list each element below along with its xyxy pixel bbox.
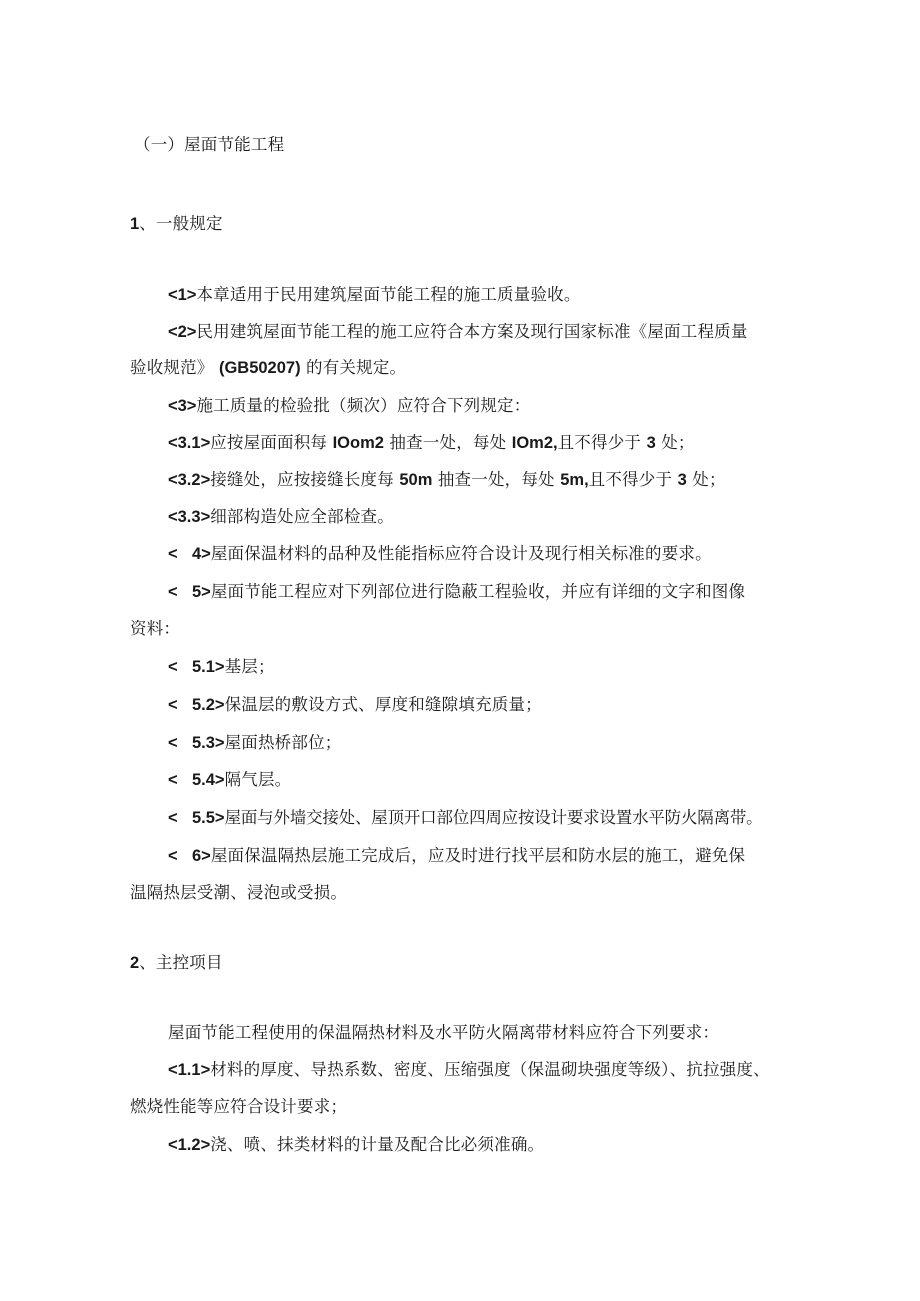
rule-5-5 <box>192 806 762 830</box>
rule-tag: <1.2> <box>168 1136 211 1154</box>
main-1-1-line-1 <box>168 1058 770 1082</box>
rule-text: 且不得少于 <box>588 470 673 489</box>
length-value: 50m <box>399 471 433 489</box>
rule-1 <box>168 283 581 307</box>
rule-tag: <2> <box>168 323 197 341</box>
rule-5-3 <box>192 731 341 755</box>
section-2-title <box>130 951 223 975</box>
rule-text: 浇、喷、抹类材料的计量及配合比必须准确。 <box>210 1135 545 1154</box>
rule-5-2 <box>192 693 542 717</box>
rule-tag: 5.2> <box>192 696 225 714</box>
section-1-title <box>130 212 223 236</box>
rule-text: 应按屋面面积每 <box>210 433 328 452</box>
rule-tag: 5> <box>192 583 211 601</box>
rule-text: 屋面热桥部位； <box>224 733 342 752</box>
rule-text: 接缝处，应按接缝长度每 <box>210 470 394 489</box>
rule-5-line-1 <box>192 580 745 604</box>
rule-text: 处； <box>692 470 726 489</box>
rule-text: 屋面与外墙交接处、屋顶开口部位四周应按设计要求设置水平防火隔离带。 <box>224 808 763 827</box>
length-value: 5m, <box>560 471 589 489</box>
rule-tag: 5.5> <box>192 809 225 827</box>
section-number: 2 <box>130 954 140 972</box>
rule-text: 且不得少于 <box>557 433 642 452</box>
rule-text: 的有关规定。 <box>306 358 407 377</box>
rule-text: 保温层的敷设方式、厚度和缝隙填充质量； <box>224 695 542 714</box>
section-number: 1 <box>130 215 140 233</box>
rule-4 <box>192 542 712 566</box>
main-1-1-line-2: 燃烧性能等应符合设计要求； <box>130 1097 348 1116</box>
rule-tag: <3.2> <box>168 471 211 489</box>
area-value: IOom2 <box>332 434 384 452</box>
rule-text: 屋面保温材料的品种及性能指标应符合设计及现行相关标准的要求。 <box>210 544 712 563</box>
rule-2-line-1 <box>168 320 748 344</box>
rule-text: 验收规范》 <box>130 358 214 377</box>
rule-tag: 4> <box>192 545 211 563</box>
rule-text: 施工质量的检验批（频次）应符合下列规定： <box>196 396 531 415</box>
rule-text: 抽查一处，每处 <box>437 470 555 489</box>
rule-6-line-1 <box>192 844 745 868</box>
rule-3-1 <box>168 431 695 455</box>
rule-text: 民用建筑屋面节能工程的施工应符合本方案及现行国家标准《屋面工程质量 <box>196 322 748 341</box>
rule-6-marker: < <box>168 847 178 865</box>
rule-3-2 <box>168 468 726 492</box>
rule-5-marker: < <box>168 583 178 601</box>
section-title-text: 、一般规定 <box>139 214 223 233</box>
rule-text: 处； <box>661 433 695 452</box>
rule-text: 细部构造处应全部检查。 <box>210 507 394 526</box>
rule-5-line-2: 资料： <box>130 619 181 638</box>
rule-5-1-marker: < <box>168 658 178 676</box>
section-title-text: 、主控项目 <box>139 953 223 972</box>
rule-text: 材料的厚度、导热系数、密度、压缩强度（保温砌块强度等级）、抗拉强度、 <box>210 1060 770 1079</box>
main-1-2 <box>168 1133 544 1157</box>
rule-5-1 <box>192 655 275 679</box>
rule-4-marker: < <box>168 545 178 563</box>
rule-3 <box>168 394 530 418</box>
rule-tag: <3.1> <box>168 434 211 452</box>
rule-text: 抽查一处，每处 <box>389 433 507 452</box>
rule-tag: 5.1> <box>192 658 225 676</box>
rule-text: 屋面保温隔热层施工完成后，应及时进行找平层和防水层的施工，避免保 <box>210 846 746 865</box>
rule-text: 屋面节能工程应对下列部位进行隐蔽工程验收，并应有详细的文字和图像 <box>210 582 746 601</box>
rule-tag: 5.4> <box>192 771 225 789</box>
rule-6-line-2: 温隔热层受潮、浸泡或受损。 <box>130 883 348 902</box>
rule-5-3-marker: < <box>168 734 178 752</box>
main-intro: 屋面节能工程使用的保温隔热材料及水平防火隔离带材料应符合下列要求： <box>168 1023 720 1042</box>
rule-tag: 6> <box>192 847 211 865</box>
rule-tag: <3.3> <box>168 508 211 526</box>
rule-tag: <3> <box>168 397 197 415</box>
rule-text: 本章适用于民用建筑屋面节能工程的施工质量验收。 <box>196 285 581 304</box>
rule-tag: <1.1> <box>168 1061 211 1079</box>
standard-code: (GB50207) <box>218 359 301 377</box>
rule-3-3 <box>168 505 394 529</box>
rule-text: 基层； <box>224 657 275 676</box>
count-value: 3 <box>677 471 687 489</box>
rule-5-4 <box>192 768 291 792</box>
rule-tag: 5.3> <box>192 734 225 752</box>
area-value: IOm2, <box>511 434 558 452</box>
rule-5-2-marker: < <box>168 696 178 714</box>
rule-tag: <1> <box>168 286 197 304</box>
rule-5-5-marker: < <box>168 809 178 827</box>
rule-text: 隔气层。 <box>224 770 292 789</box>
section-heading: （一）屋面节能工程 <box>134 135 285 154</box>
rule-5-4-marker: < <box>168 771 178 789</box>
count-value: 3 <box>646 434 656 452</box>
rule-2-line-2 <box>130 356 406 380</box>
